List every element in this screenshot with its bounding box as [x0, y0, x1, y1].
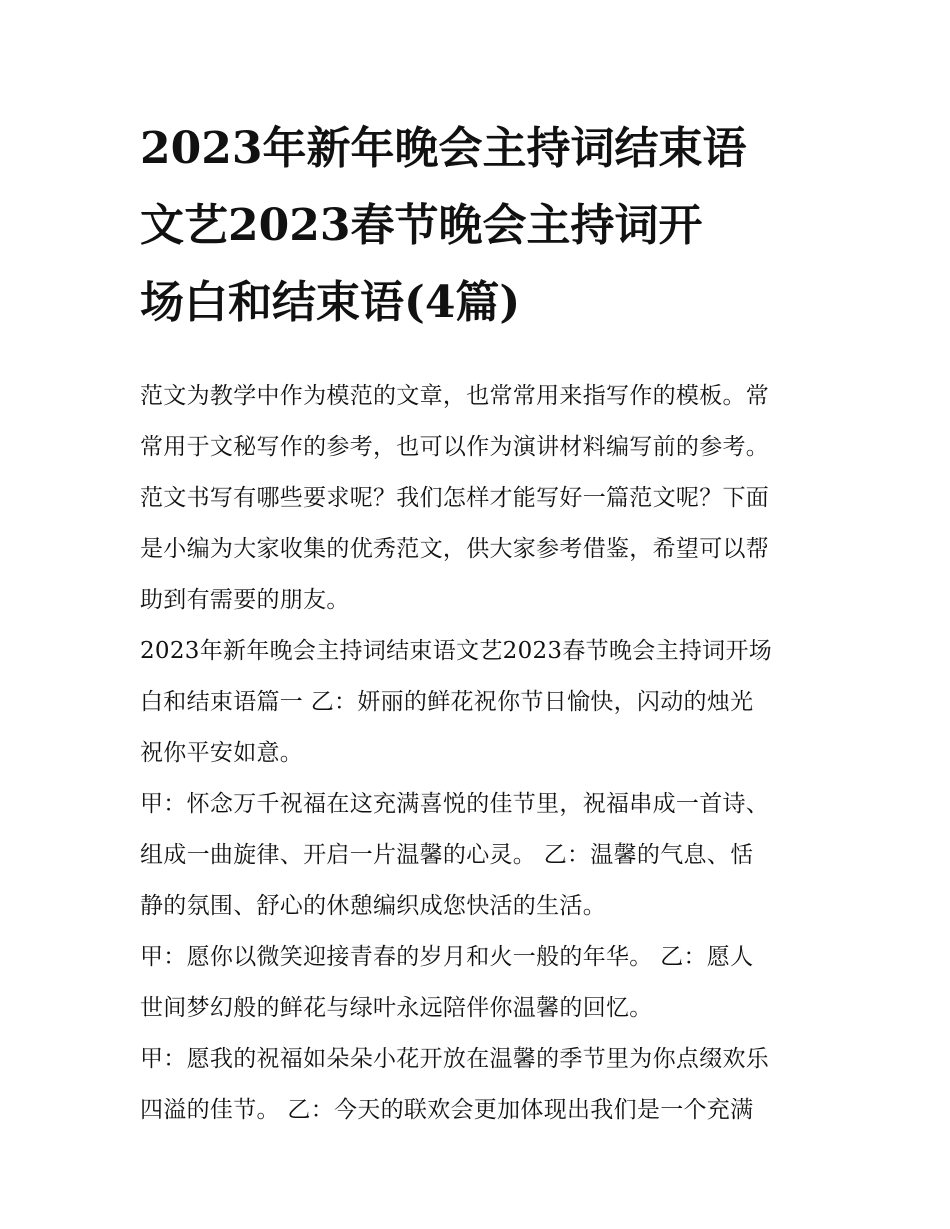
text-line: 四溢的佳节。 乙：今天的联欢会更加体现出我们是一个充满 — [140, 1097, 754, 1123]
dialogue-paragraph — [140, 1034, 820, 1136]
text-line: 助到有需要的朋友。 — [140, 587, 350, 613]
text-line: 静的氛围、舒心的休憩编织成您快活的生活。 — [140, 893, 606, 919]
text-line: 组成一曲旋律、开启一片温馨的心灵。 乙：温馨的气息、恬 — [140, 842, 754, 868]
text-line: 甲：怀念万千祝福在这充满喜悦的佳节里，祝福串成一首诗、 — [140, 791, 770, 817]
title-line: 场白和结束语(4篇) — [140, 277, 521, 328]
document-page — [140, 110, 820, 1136]
text-line: 世间梦幻般的鲜花与绿叶永远陪伴你温馨的回忆。 — [140, 995, 653, 1021]
text-line: 常用于文秘写作的参考，也可以作为演讲材料编写前的参考。 — [140, 434, 770, 460]
section-paragraph — [140, 626, 820, 779]
dialogue-paragraph — [140, 779, 820, 932]
document-body — [140, 371, 820, 1136]
text-line: 祝你平安如意。 — [140, 740, 304, 766]
text-line: 甲：愿你以微笑迎接青春的岁月和火一般的年华。 乙：愿人 — [140, 944, 754, 970]
text-line: 2023年新年晚会主持词结束语文艺2023春节晚会主持词开场 — [140, 638, 773, 664]
text-line: 白和结束语篇一 乙：妍丽的鲜花祝你节日愉快，闪动的烛光 — [140, 689, 754, 715]
document-title — [140, 110, 820, 341]
text-line: 是小编为大家收集的优秀范文，供大家参考借鉴，希望可以帮 — [140, 536, 770, 562]
intro-paragraph — [140, 371, 820, 626]
title-line: 2023年新年晚会主持词结束语 — [140, 123, 747, 174]
text-line: 甲：愿我的祝福如朵朵小花开放在温馨的季节里为你点缀欢乐 — [140, 1046, 770, 1072]
text-line: 范文为教学中作为模范的文章，也常常用来指写作的模板。常 — [140, 383, 770, 409]
title-line: 文艺2023春节晚会主持词开 — [140, 200, 703, 251]
text-line: 范文书写有哪些要求呢？我们怎样才能写好一篇范文呢？下面 — [140, 485, 770, 511]
dialogue-paragraph — [140, 932, 820, 1034]
